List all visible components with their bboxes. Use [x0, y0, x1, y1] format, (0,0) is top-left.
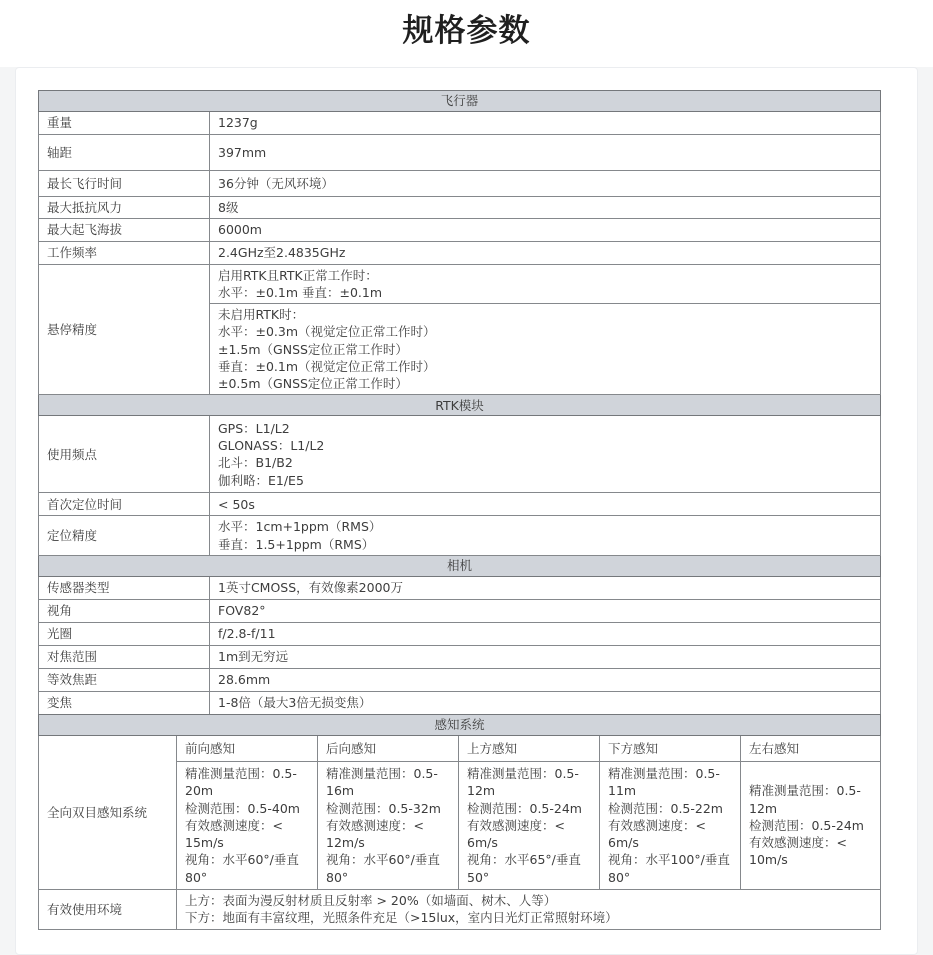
table-row [39, 171, 881, 197]
value-operating-environment [177, 889, 881, 929]
table-row [39, 599, 881, 622]
value-frequency-points [210, 416, 881, 493]
label-wheelbase: 轴距 [39, 135, 210, 171]
value-hover-accuracy-rtk [210, 264, 881, 304]
value-focus-range: 1m到无穷远 [210, 645, 881, 668]
col-header-backward: 后向感知 [318, 735, 459, 761]
hover-accuracy-rtk-line: 水平：±0.1m 垂直：±0.1m [218, 284, 383, 300]
table-row [39, 645, 881, 668]
backward-perception-line: 精准测量范围：0.5-16m [326, 766, 438, 799]
table-row [39, 516, 881, 556]
table-row [39, 691, 881, 714]
value-weight: 1237g [210, 112, 881, 135]
upward-perception-line: 有效感测速度：< 6m/s [467, 817, 565, 850]
col-header-downward: 下方感知 [600, 735, 741, 761]
label-operating-frequency: 工作频率 [39, 241, 210, 264]
spec-table-perception [38, 714, 881, 930]
value-positioning-accuracy [210, 516, 881, 556]
hover-accuracy-rtk-line: 启用RTK且RTK正常工作时： [218, 267, 378, 283]
label-first-fix-time: 首次定位时间 [39, 493, 210, 516]
spec-card [15, 67, 918, 955]
frequency-points-line: 伽利略：E1/E5 [218, 472, 304, 488]
label-zoom: 变焦 [39, 691, 210, 714]
table-row [39, 493, 881, 516]
section-header-camera: 相机 [39, 555, 881, 576]
backward-perception-line: 视角：水平60°/垂直80° [326, 852, 440, 885]
value-hover-accuracy-no-rtk [210, 304, 881, 395]
col-header-upward: 上方感知 [459, 735, 600, 761]
label-weight: 重量 [39, 112, 210, 135]
table-row [39, 219, 881, 241]
value-max-flight-time: 36分钟（无风环境） [210, 171, 881, 197]
upward-perception-line: 精准测量范围：0.5-12m [467, 766, 579, 799]
forward-perception-line: 精准测量范围：0.5-20m [185, 766, 297, 799]
backward-perception-line: 检测范围：0.5-32m [326, 800, 441, 816]
operating-environment-line: 上方：表面为漫反射材质且反射率 > 20%（如墙面、树木、人等） [185, 893, 557, 908]
value-first-fix-time: < 50s [210, 493, 881, 516]
upward-perception-line: 检测范围：0.5-24m [467, 800, 582, 816]
label-wind-resistance: 最大抵抗风力 [39, 197, 210, 219]
downward-perception-line: 有效感测速度：< 6m/s [608, 817, 706, 850]
hover-accuracy-line: 水平：±0.3m（视觉定位正常工作时） [218, 324, 436, 340]
value-max-altitude: 6000m [210, 219, 881, 241]
table-row [39, 735, 881, 761]
label-max-flight-time: 最长飞行时间 [39, 171, 210, 197]
value-operating-frequency: 2.4GHz至2.4835GHz [210, 241, 881, 264]
value-sensor-type: 1英寸CMOSS，有效像素2000万 [210, 576, 881, 599]
value-lateral-perception [741, 762, 881, 890]
hover-accuracy-line: ±0.5m（GNSS定位正常工作时） [218, 376, 408, 391]
label-hover-accuracy: 悬停精度 [39, 264, 210, 395]
hover-accuracy-line: 垂直：±0.1m（视觉定位正常工作时） [218, 358, 436, 374]
col-header-forward: 前向感知 [177, 735, 318, 761]
table-row [39, 555, 881, 576]
forward-perception-line: 检测范围：0.5-40m [185, 800, 300, 816]
table-row [39, 112, 881, 135]
value-zoom: 1-8倍（最大3倍无损变焦） [210, 691, 881, 714]
label-equivalent-focal-length: 等效焦距 [39, 668, 210, 691]
table-row [39, 91, 881, 112]
label-operating-environment: 有效使用环境 [39, 889, 177, 929]
lateral-perception-line: 精准测量范围：0.5-12m [749, 783, 861, 816]
value-equivalent-focal-length: 28.6mm [210, 668, 881, 691]
table-row [39, 889, 881, 929]
hover-accuracy-line: ±1.5m（GNSS定位正常工作时） [218, 341, 408, 357]
value-backward-perception [318, 762, 459, 890]
downward-perception-line: 检测范围：0.5-22m [608, 800, 723, 816]
spec-table-main [38, 90, 881, 715]
col-header-lateral: 左右感知 [741, 735, 881, 761]
value-aperture: f/2.8-f/11 [210, 622, 881, 645]
positioning-accuracy-line: 垂直：1.5+1ppm（RMS） [218, 536, 375, 552]
backward-perception-line: 有效感测速度：< 12m/s [326, 817, 424, 850]
value-upward-perception [459, 762, 600, 890]
frequency-points-line: GLONASS：L1/L2 [218, 438, 325, 453]
table-row [39, 668, 881, 691]
frequency-points-line: 北斗：B1/B2 [218, 455, 293, 471]
section-header-perception: 感知系统 [39, 714, 881, 735]
label-focus-range: 对焦范围 [39, 645, 210, 668]
table-row [39, 197, 881, 219]
lateral-perception-line: 检测范围：0.5-24m [749, 817, 864, 833]
forward-perception-line: 有效感测速度：< 15m/s [185, 817, 283, 850]
value-downward-perception [600, 762, 741, 890]
label-fov: 视角 [39, 599, 210, 622]
table-row [39, 135, 881, 171]
value-wheelbase: 397mm [210, 135, 881, 171]
label-positioning-accuracy: 定位精度 [39, 516, 210, 556]
section-header-rtk: RTK模块 [39, 395, 881, 416]
label-frequency-points: 使用频点 [39, 416, 210, 493]
table-row [39, 264, 881, 304]
label-aperture: 光圈 [39, 622, 210, 645]
label-omni-perception-system: 全向双目感知系统 [39, 735, 177, 889]
title-band [0, 0, 933, 67]
table-row [39, 714, 881, 735]
forward-perception-line: 视角：水平60°/垂直80° [185, 852, 299, 885]
operating-environment-line: 下方：地面有丰富纹理，光照条件充足（>15lux，室内日光灯正常照射环境） [185, 910, 618, 926]
table-row [39, 241, 881, 264]
positioning-accuracy-line: 水平：1cm+1ppm（RMS） [218, 519, 382, 535]
downward-perception-line: 精准测量范围：0.5-11m [608, 766, 720, 799]
lateral-perception-line: 有效感测速度：< 10m/s [749, 835, 847, 868]
section-header-aircraft: 飞行器 [39, 91, 881, 112]
label-max-altitude: 最大起飞海拔 [39, 219, 210, 241]
upward-perception-line: 视角：水平65°/垂直50° [467, 852, 581, 885]
downward-perception-line: 视角：水平100°/垂直80° [608, 852, 730, 885]
hover-accuracy-line: 未启用RTK时： [218, 307, 305, 322]
value-forward-perception [177, 762, 318, 890]
table-row [39, 576, 881, 599]
table-row [39, 395, 881, 416]
value-fov: FOV82° [210, 599, 881, 622]
table-row [39, 416, 881, 493]
table-row [39, 622, 881, 645]
frequency-points-line: GPS：L1/L2 [218, 420, 290, 436]
page-title: 规格参数 [402, 13, 531, 49]
label-sensor-type: 传感器类型 [39, 576, 210, 599]
value-wind-resistance: 8级 [210, 197, 881, 219]
